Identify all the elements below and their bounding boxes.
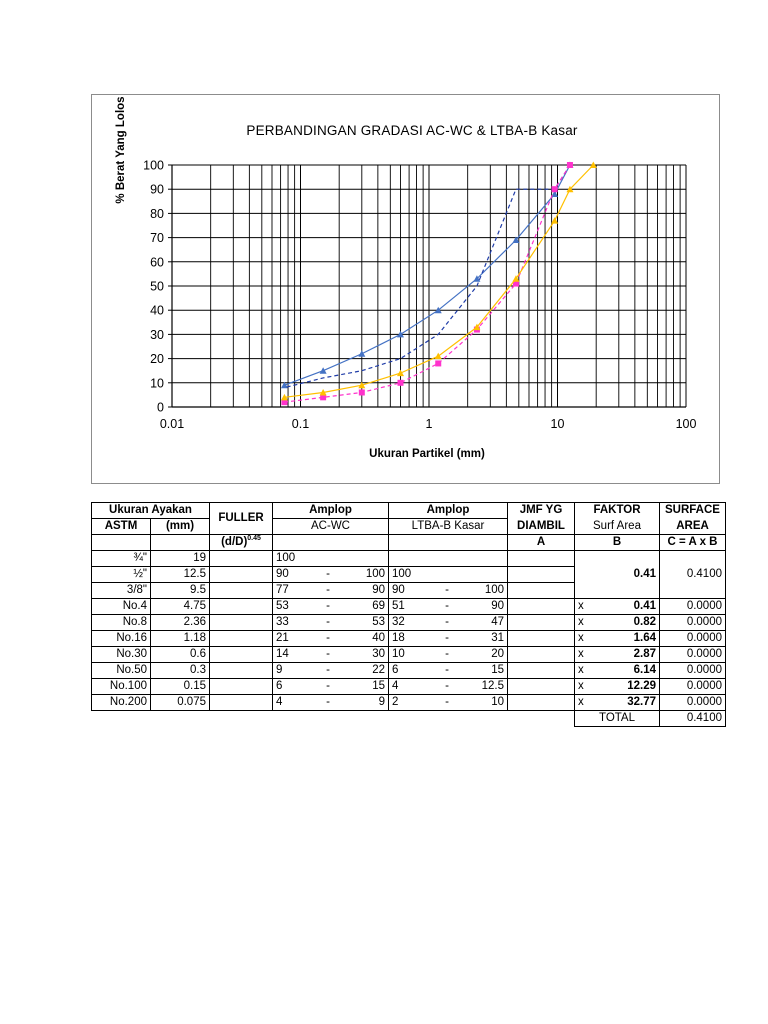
y-tick-label: 40 <box>150 303 164 318</box>
multiply-sign: x <box>578 664 584 676</box>
jmf-value <box>508 615 575 631</box>
data-point-square <box>397 380 403 386</box>
table-row <box>92 695 726 711</box>
sieve-mm: 9.5 <box>151 583 210 599</box>
table-row <box>92 615 726 631</box>
faktor-value: 0.41 <box>575 551 660 599</box>
table-row <box>92 679 726 695</box>
sieve-astm: ¾" <box>92 551 151 567</box>
surface-area-value: 0.0000 <box>660 615 726 631</box>
ltba-high: 31 <box>462 631 508 647</box>
chart-grid <box>168 165 686 407</box>
x-axis-label: Ukuran Partikel (mm) <box>369 448 485 460</box>
total-value: 0.4100 <box>660 711 726 727</box>
y-axis-label: % Berat Yang Lolos <box>115 96 127 204</box>
ltba-dash: - <box>433 647 462 663</box>
table-row <box>92 599 726 615</box>
ac-wc-high: 9 <box>342 695 389 711</box>
sieve-astm: No.100 <box>92 679 151 695</box>
ac-wc-dash: - <box>315 663 342 679</box>
ltba-high <box>462 551 508 567</box>
table-row <box>92 631 726 647</box>
ac-wc-low: 53 <box>273 599 315 615</box>
y-tick-label: 50 <box>150 279 164 294</box>
sieve-astm: No.4 <box>92 599 151 615</box>
sieve-astm: No.30 <box>92 647 151 663</box>
sieve-mm: 0.15 <box>151 679 210 695</box>
total-spacer <box>92 711 575 727</box>
fuller-formula-exponent: 0.45 <box>247 535 261 542</box>
surface-area-value: 0.0000 <box>660 679 726 695</box>
ltba-low: 18 <box>389 631 433 647</box>
ltba-dash: - <box>433 583 462 599</box>
sieve-mm: 2.36 <box>151 615 210 631</box>
header-faktor-top: FAKTOR <box>575 503 660 519</box>
faktor-value: 32.77 <box>627 696 656 708</box>
header-faktor-bottom: Surf Area <box>575 519 660 535</box>
ac-wc-dash <box>315 551 342 567</box>
header-empty-amplop-1 <box>273 535 389 551</box>
chart-series <box>281 162 597 406</box>
total-label: TOTAL <box>575 711 660 727</box>
data-point-square <box>435 360 441 366</box>
sieve-astm: No.50 <box>92 663 151 679</box>
multiply-sign: x <box>578 632 584 644</box>
ltba-high <box>462 567 508 583</box>
ltba-high: 20 <box>462 647 508 663</box>
sieve-mm: 0.075 <box>151 695 210 711</box>
ltba-high: 10 <box>462 695 508 711</box>
jmf-value <box>508 663 575 679</box>
faktor-cell <box>575 615 660 631</box>
fuller-value <box>210 631 273 647</box>
ac-wc-dash: - <box>315 695 342 711</box>
ac-wc-high: 22 <box>342 663 389 679</box>
ac-wc-low: 90 <box>273 567 315 583</box>
ltba-low: 6 <box>389 663 433 679</box>
total-row <box>92 711 726 727</box>
sieve-astm: 3/8" <box>92 583 151 599</box>
data-point-square <box>567 162 573 168</box>
sieve-mm: 0.3 <box>151 663 210 679</box>
ltba-high: 47 <box>462 615 508 631</box>
header-ltba-b-kasar: LTBA-B Kasar <box>389 519 508 535</box>
series-1 <box>284 165 570 388</box>
series-line <box>284 165 570 388</box>
faktor-value: 0.82 <box>633 616 656 628</box>
header-col-a: A <box>508 535 575 551</box>
ac-wc-high: 15 <box>342 679 389 695</box>
jmf-value <box>508 647 575 663</box>
data-point-triangle <box>358 350 365 357</box>
ac-wc-dash: - <box>315 679 342 695</box>
sieve-mm: 19 <box>151 551 210 567</box>
surface-area-value: 0.4100 <box>660 551 726 599</box>
multiply-sign: x <box>578 680 584 692</box>
fuller-value <box>210 663 273 679</box>
data-point-square <box>359 389 365 395</box>
ltba-high: 100 <box>462 583 508 599</box>
ltba-high: 90 <box>462 599 508 615</box>
faktor-value: 2.87 <box>633 648 656 660</box>
ltba-dash: - <box>433 695 462 711</box>
sieve-astm: No.200 <box>92 695 151 711</box>
jmf-value <box>508 599 575 615</box>
ltba-dash: - <box>433 663 462 679</box>
ac-wc-low: 4 <box>273 695 315 711</box>
series-0 <box>281 162 574 389</box>
ac-wc-low: 6 <box>273 679 315 695</box>
x-tick-label: 10 <box>550 417 565 431</box>
header-fuller-formula <box>210 535 273 551</box>
ltba-low: 51 <box>389 599 433 615</box>
ac-wc-high: 100 <box>342 567 389 583</box>
multiply-sign: x <box>578 616 584 628</box>
fuller-value <box>210 679 273 695</box>
faktor-value: 0.41 <box>633 600 656 612</box>
sieve-mm: 4.75 <box>151 599 210 615</box>
ltba-high: 15 <box>462 663 508 679</box>
header-surface-top: SURFACE <box>660 503 726 519</box>
ac-wc-dash: - <box>315 567 342 583</box>
ac-wc-high: 40 <box>342 631 389 647</box>
ac-wc-dash: - <box>315 647 342 663</box>
surface-area-value: 0.0000 <box>660 647 726 663</box>
series-line <box>284 165 570 402</box>
faktor-cell <box>575 599 660 615</box>
sieve-mm: 1.18 <box>151 631 210 647</box>
ltba-dash <box>433 551 462 567</box>
y-tick-label: 100 <box>143 158 164 173</box>
faktor-value: 1.64 <box>633 632 656 644</box>
ltba-dash: - <box>433 615 462 631</box>
chart-title: PERBANDINGAN GRADASI AC-WC & LTBA-B Kasar <box>246 123 578 138</box>
gradation-table <box>91 502 726 727</box>
y-tick-label: 90 <box>150 182 164 197</box>
table-row <box>92 663 726 679</box>
ac-wc-dash: - <box>315 599 342 615</box>
table-row <box>92 647 726 663</box>
series-line <box>284 165 570 385</box>
multiply-sign: x <box>578 600 584 612</box>
ac-wc-high: 90 <box>342 583 389 599</box>
y-tick-label: 0 <box>157 400 164 415</box>
ltba-dash: - <box>433 599 462 615</box>
jmf-value <box>508 551 575 567</box>
surface-area-value: 0.0000 <box>660 599 726 615</box>
fuller-value <box>210 647 273 663</box>
fuller-value <box>210 583 273 599</box>
surface-area-value: 0.0000 <box>660 663 726 679</box>
ltba-dash <box>433 567 462 583</box>
faktor-cell <box>575 663 660 679</box>
ac-wc-high: 69 <box>342 599 389 615</box>
ac-wc-low: 14 <box>273 647 315 663</box>
jmf-value <box>508 679 575 695</box>
y-tick-label: 70 <box>150 231 164 246</box>
ltba-dash: - <box>433 679 462 695</box>
ltba-low: 32 <box>389 615 433 631</box>
multiply-sign: x <box>578 648 584 660</box>
ac-wc-dash: - <box>315 631 342 647</box>
x-tick-label: 100 <box>675 417 697 431</box>
ac-wc-low: 9 <box>273 663 315 679</box>
y-tick-label: 80 <box>150 206 164 221</box>
ltba-low: 2 <box>389 695 433 711</box>
jmf-value <box>508 695 575 711</box>
gradation-chart <box>0 0 768 490</box>
jmf-value <box>508 631 575 647</box>
sieve-astm: ½" <box>92 567 151 583</box>
x-tick-label: 0.01 <box>159 417 185 431</box>
data-point-triangle <box>320 367 327 374</box>
faktor-cell <box>575 679 660 695</box>
y-tick-label: 30 <box>150 327 164 342</box>
sieve-mm: 0.6 <box>151 647 210 663</box>
data-point-square <box>552 186 558 192</box>
header-astm: ASTM <box>92 519 151 535</box>
header-empty-amplop-2 <box>389 535 508 551</box>
ltba-high: 12.5 <box>462 679 508 695</box>
y-tick-label: 60 <box>150 255 164 270</box>
faktor-value: 6.14 <box>633 664 656 676</box>
fuller-value <box>210 695 273 711</box>
y-tick-label: 10 <box>150 376 164 391</box>
fuller-formula-text: (d/D) <box>221 536 248 548</box>
ltba-low: 4 <box>389 679 433 695</box>
fuller-value <box>210 551 273 567</box>
header-ac-wc: AC-WC <box>273 519 389 535</box>
ac-wc-low: 100 <box>273 551 315 567</box>
x-tick-label: 1 <box>425 417 433 431</box>
header-mm: (mm) <box>151 519 210 535</box>
y-tick-label: 20 <box>150 352 164 367</box>
header-amplop-2: Amplop <box>389 503 508 519</box>
header-empty-astm <box>92 535 151 551</box>
ac-wc-high: 30 <box>342 647 389 663</box>
ac-wc-low: 77 <box>273 583 315 599</box>
surface-area-value: 0.0000 <box>660 695 726 711</box>
ltba-low: 90 <box>389 583 433 599</box>
header-jmf-top: JMF YG <box>508 503 575 519</box>
data-point-triangle <box>397 370 404 377</box>
header-fuller: FULLER <box>210 503 273 535</box>
sieve-astm: No.8 <box>92 615 151 631</box>
header-amplop-1: Amplop <box>273 503 389 519</box>
sieve-mm: 12.5 <box>151 567 210 583</box>
ac-wc-dash: - <box>315 615 342 631</box>
fuller-value <box>210 599 273 615</box>
fuller-value <box>210 615 273 631</box>
faktor-cell <box>575 631 660 647</box>
ltba-low: 10 <box>389 647 433 663</box>
ltba-dash: - <box>433 631 462 647</box>
faktor-cell <box>575 695 660 711</box>
multiply-sign: x <box>578 696 584 708</box>
table-row <box>92 551 726 567</box>
header-surface-bottom: AREA <box>660 519 726 535</box>
surface-area-value: 0.0000 <box>660 631 726 647</box>
ac-wc-dash: - <box>315 583 342 599</box>
chart-tick-labels <box>143 159 696 432</box>
header-ukuran-ayakan: Ukuran Ayakan <box>92 503 210 519</box>
ac-wc-high: 53 <box>342 615 389 631</box>
ltba-low: 100 <box>389 567 433 583</box>
fuller-value <box>210 567 273 583</box>
header-jmf-bottom: DIAMBIL <box>508 519 575 535</box>
ac-wc-low: 21 <box>273 631 315 647</box>
jmf-value <box>508 567 575 583</box>
header-col-b: B <box>575 535 660 551</box>
faktor-value: 12.29 <box>627 680 656 692</box>
header-col-c: C = A x B <box>660 535 726 551</box>
faktor-cell <box>575 647 660 663</box>
ac-wc-low: 33 <box>273 615 315 631</box>
x-tick-label: 0.1 <box>291 417 310 431</box>
ltba-low <box>389 551 433 567</box>
sieve-astm: No.16 <box>92 631 151 647</box>
table-body <box>92 551 726 727</box>
ac-wc-high <box>342 551 389 567</box>
header-empty-mm <box>151 535 210 551</box>
jmf-value <box>508 583 575 599</box>
